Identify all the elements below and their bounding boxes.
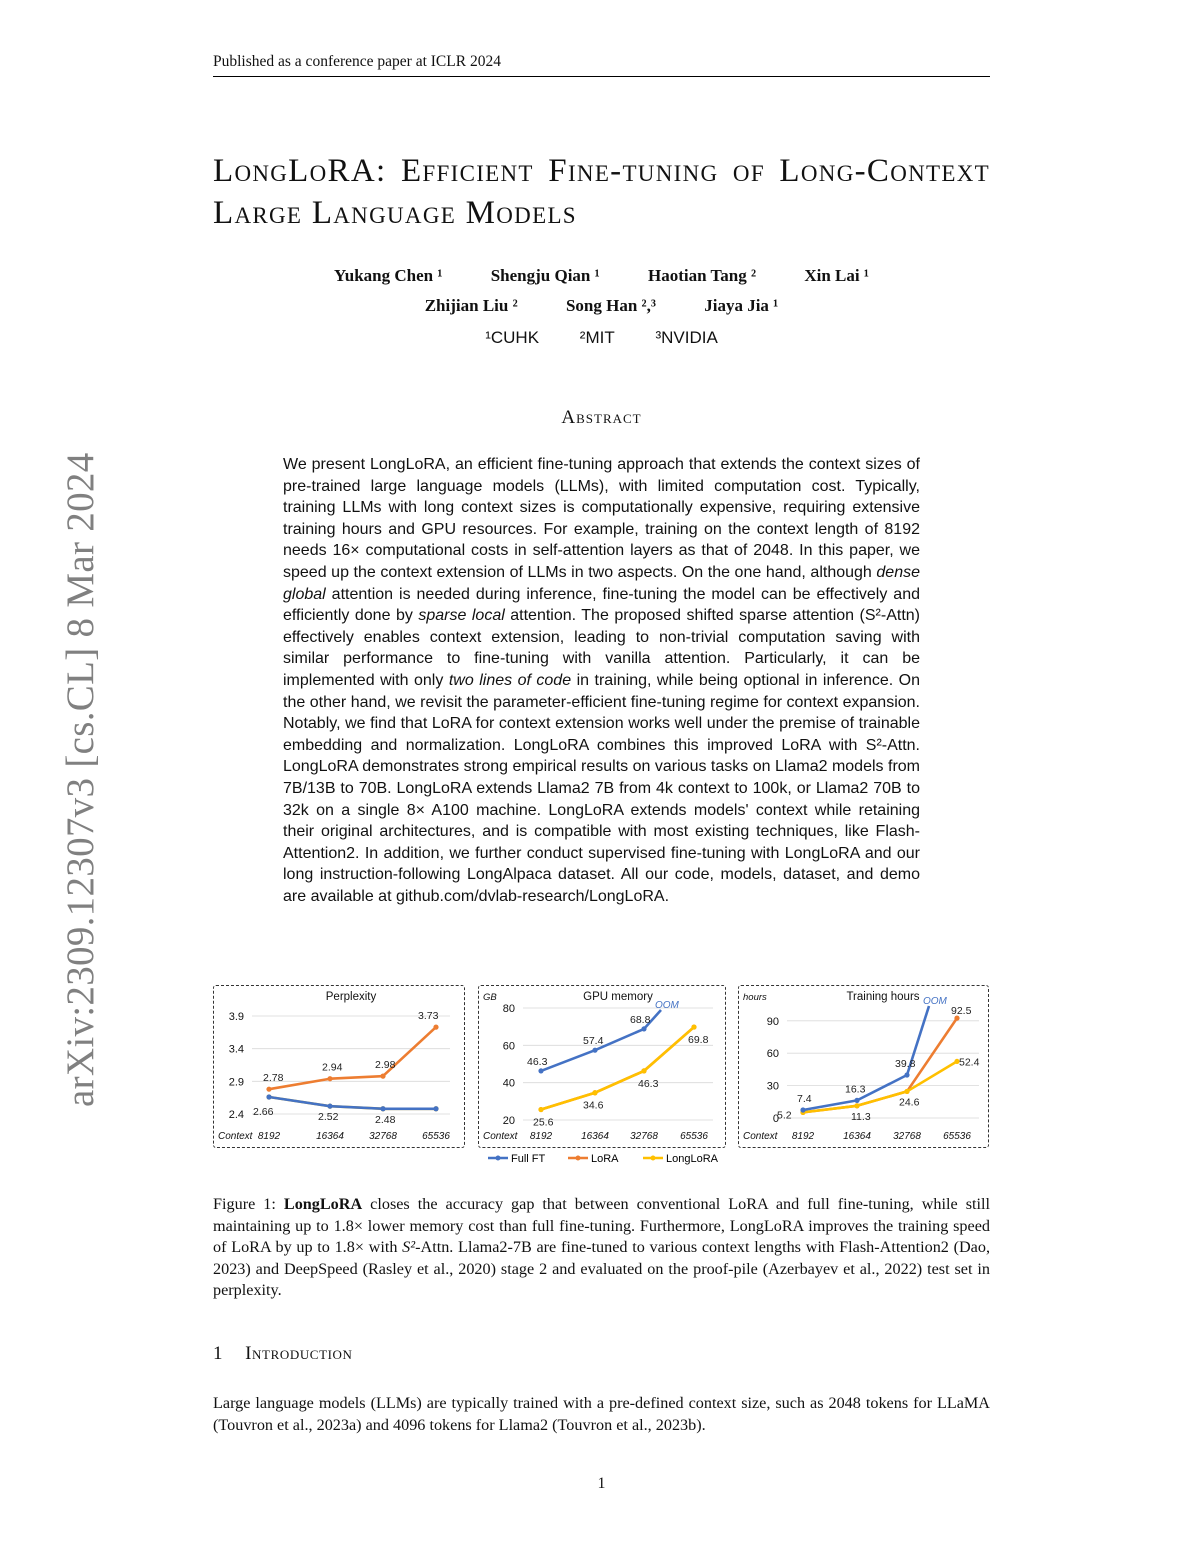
data-label: 25.6 <box>533 1116 554 1129</box>
x-tick-label: 65536 <box>422 1131 450 1142</box>
oom-label: OOM <box>655 1000 679 1011</box>
author: Xin Lai ¹ <box>804 266 869 285</box>
caption-bold: LongLoRA <box>283 1195 363 1213</box>
data-label: 39.8 <box>895 1058 916 1071</box>
abstract-body <box>283 454 920 907</box>
legend-label-lora: LoRA <box>591 1153 619 1165</box>
y-axis-unit: GB <box>483 992 497 1003</box>
y-tick-label: 90 <box>766 1015 779 1028</box>
legend-label-longlora: LongLoRA <box>666 1153 718 1165</box>
training-hours-chart-box <box>738 985 989 1148</box>
data-point <box>538 1068 543 1073</box>
x-tick-label: 32768 <box>630 1131 658 1142</box>
y-tick-label: 3.9 <box>228 1011 244 1023</box>
legend-marker-longlora <box>651 1156 656 1161</box>
data-label: 57.4 <box>583 1035 604 1048</box>
author-row-2 <box>213 296 990 316</box>
data-label: 5.2 <box>777 1109 792 1122</box>
y-tick-label: 0 <box>772 1113 779 1125</box>
y-tick-label: 60 <box>766 1048 779 1061</box>
y-tick-label: 3.4 <box>228 1043 244 1056</box>
data-label: 69.8 <box>688 1034 709 1047</box>
data-label: 3.73 <box>418 1010 439 1023</box>
author: Song Han ²,³ <box>565 296 656 315</box>
author-row-1 <box>213 266 990 286</box>
y-tick-label: 20 <box>502 1115 515 1127</box>
intro-paragraph: Large language models (LLMs) are typically trained with a pre-defined context size, such as 2048 tokens for LLaMA (Touvron et al., 2023a) and 4096 tokens for Llama2 (Touvron et al., 2023b). <box>213 1394 990 1434</box>
x-tick-label: 32768 <box>369 1131 397 1142</box>
data-point <box>904 1089 909 1094</box>
x-tick-label: 65536 <box>943 1131 971 1142</box>
data-label: 52.4 <box>959 1056 980 1069</box>
legend-marker-full-ft <box>496 1156 501 1161</box>
series-line-lora <box>269 1027 436 1089</box>
data-point <box>266 1094 271 1099</box>
data-label: 2.94 <box>322 1061 343 1074</box>
affiliation: ¹CUHK <box>485 328 540 347</box>
affiliation: ²MIT <box>579 328 615 347</box>
x-tick-label: 16364 <box>316 1131 344 1142</box>
caption-label: Figure 1: <box>213 1195 276 1213</box>
abstract-text: attention. The proposed shifted sparse attention (S²-Attn) effectively enables context extension, leading to non-trivial computation saving with similar performance to fine-tuning with vanilla attention. Particularly, it can be implemented with only <box>283 607 920 689</box>
data-point <box>327 1076 332 1081</box>
gpu-memory-chart <box>479 986 725 1147</box>
caption-text: -Attn. Llama2-7B are fine-tuned to various context lengths with Flash-Attention2 (Dao, 2023) and DeepSpeed (Rasley et al., 2020) stage 2 and evaluated on the proof-pile (Azerbayev et al., 2022) test set in perplexity. <box>213 1238 991 1299</box>
y-tick-label: 80 <box>502 1003 515 1015</box>
running-header: Published as a conference paper at ICLR 2024 <box>213 53 501 70</box>
x-axis-label: Context <box>743 1131 778 1142</box>
y-tick-label: 40 <box>502 1077 515 1090</box>
data-label: 11.3 <box>851 1110 871 1123</box>
arxiv-sidebar <box>0 425 102 1125</box>
abstract-text: in training, while being optional in inference. On the other hand, we revisit the parameter-efficient fine-tuning regime for context expansion. Notably, we find that LoRA for context extension works well under the premise of trainable embedding and normalization. LongLoRA combines this improved LoRA with S²-Attn. LongLoRA demonstrates strong empirical results on various tasks on Llama2 models from 7B/13B to 70B. LongLoRA extends Llama2 7B from 4k context to 100k, or Llama2 70B to 32k on a single 8× A100 machine. LongLoRA extends models' context while retaining their original architectures, and is compatible with most existing techniques, like Flash-Attention2. In addition, we further conduct supervised fine-tuning with LongLoRA and our long instruction-following LongAlpaca dataset. All our code, models, dataset, and demo are available at github.com/dvlab-research/LongLoRA. <box>283 671 921 905</box>
abstract-text: attention is needed during inference, fine-tuning the model can be effectively and efficiently done by <box>283 585 920 625</box>
page-number: 1 <box>597 1475 606 1492</box>
x-tick-label: 32768 <box>893 1131 921 1142</box>
arxiv-identifier[interactable]: arXiv:2309.12307v3 [cs.CL] 8 Mar 2024 <box>59 452 102 1107</box>
author: Jiaya Jia ¹ <box>704 296 779 315</box>
abstract-emphasis: dense global <box>283 563 920 603</box>
chart-title: Training hours <box>846 991 920 1003</box>
x-tick-label: 8192 <box>257 1131 281 1142</box>
data-label: 2.98 <box>375 1059 396 1072</box>
data-label: 46.3 <box>638 1077 659 1090</box>
data-point <box>854 1103 859 1108</box>
abstract-emphasis: sparse local <box>418 607 505 625</box>
abstract-heading: Abstract <box>561 407 642 428</box>
data-point <box>433 1106 438 1111</box>
caption-math: S² <box>402 1238 416 1256</box>
data-point <box>800 1107 805 1112</box>
header-rule <box>213 76 990 77</box>
data-label: 2.48 <box>375 1113 396 1126</box>
chart-title: Perplexity <box>325 991 377 1003</box>
data-point <box>538 1107 543 1112</box>
x-tick-label: 16364 <box>843 1131 871 1142</box>
figure-caption <box>213 1194 990 1302</box>
data-point <box>641 1068 646 1073</box>
x-tick-label: 65536 <box>680 1131 708 1142</box>
series-line-full-ft <box>269 1097 436 1109</box>
x-axis-label: Context <box>218 1131 253 1142</box>
perplexity-chart <box>214 986 464 1147</box>
affiliations <box>213 328 990 348</box>
data-point <box>691 1024 696 1029</box>
data-label: 46.3 <box>527 1055 548 1068</box>
data-label: 16.3 <box>845 1083 866 1096</box>
abstract-text: We present LongLoRA, an efficient fine-tuning approach that extends the context sizes of pre-trained large language models (LLMs), with limited computation cost. Typically, training LLMs with long context sizes is computationally expensive, requiring extensive training hours and GPU resources. For example, training on the context length of 8192 needs 16× computational costs in self-attention layers as that of 2048. In this paper, we speed up the context extension of LLMs in two aspects. On the one hand, although <box>283 456 920 581</box>
data-label: 24.6 <box>899 1096 920 1109</box>
section-heading <box>213 1343 353 1365</box>
y-tick-label: 2.4 <box>228 1109 244 1121</box>
author: Zhijian Liu ² <box>424 296 518 315</box>
data-point <box>433 1025 438 1030</box>
training-hours-chart <box>739 986 988 1147</box>
caption-text: closes the accuracy gap that between conventional LoRA and full fine-tuning, while still maintaining up to 1.8× lower memory cost than full fine-tuning. Furthermore, LongLoRA improves the training speed of LoRA by up to 1.8× with <box>213 1195 990 1256</box>
section-number: 1 <box>213 1343 224 1364</box>
author: Shengju Qian ¹ <box>490 266 600 285</box>
data-label: 2.66 <box>253 1106 274 1119</box>
data-label: 2.52 <box>318 1111 339 1124</box>
data-label: 34.6 <box>583 1099 604 1112</box>
author: Haotian Tang ² <box>647 266 757 285</box>
figure-legend <box>488 1151 728 1168</box>
x-tick-label: 16364 <box>581 1131 609 1142</box>
legend-swatches <box>488 1151 728 1165</box>
y-axis-unit: hours <box>743 992 767 1003</box>
affiliation: ³NVIDIA <box>655 328 718 347</box>
data-label: 92.5 <box>951 1005 972 1018</box>
data-point <box>327 1104 332 1109</box>
x-tick-label: 8192 <box>529 1131 553 1142</box>
perplexity-chart-box <box>213 985 465 1148</box>
data-point <box>266 1087 271 1092</box>
data-label: 68.8 <box>630 1013 651 1026</box>
y-tick-label: 30 <box>766 1080 779 1093</box>
paper-title: LongLoRA: Efficient Fine-tuning of Long-Context Large Language Models <box>213 153 990 231</box>
data-point <box>380 1106 385 1111</box>
data-point <box>592 1048 597 1053</box>
x-axis-label: Context <box>483 1131 518 1142</box>
oom-label: OOM <box>923 996 947 1007</box>
legend-marker-lora <box>576 1156 581 1161</box>
author: Yukang Chen ¹ <box>334 266 443 285</box>
section-title: Introduction <box>245 1343 353 1364</box>
data-point <box>592 1090 597 1095</box>
abstract-emphasis: two lines of code <box>448 671 572 689</box>
data-label: 2.78 <box>263 1072 284 1085</box>
y-tick-label: 60 <box>502 1040 515 1053</box>
data-point <box>854 1098 859 1103</box>
data-point <box>380 1074 385 1079</box>
data-label: 7.4 <box>797 1093 812 1106</box>
gpu-memory-chart-box <box>478 985 726 1148</box>
y-tick-label: 2.9 <box>228 1076 244 1089</box>
x-tick-label: 8192 <box>791 1131 815 1142</box>
chart-title: GPU memory <box>583 991 653 1003</box>
legend-label-full-ft: Full FT <box>511 1153 546 1165</box>
